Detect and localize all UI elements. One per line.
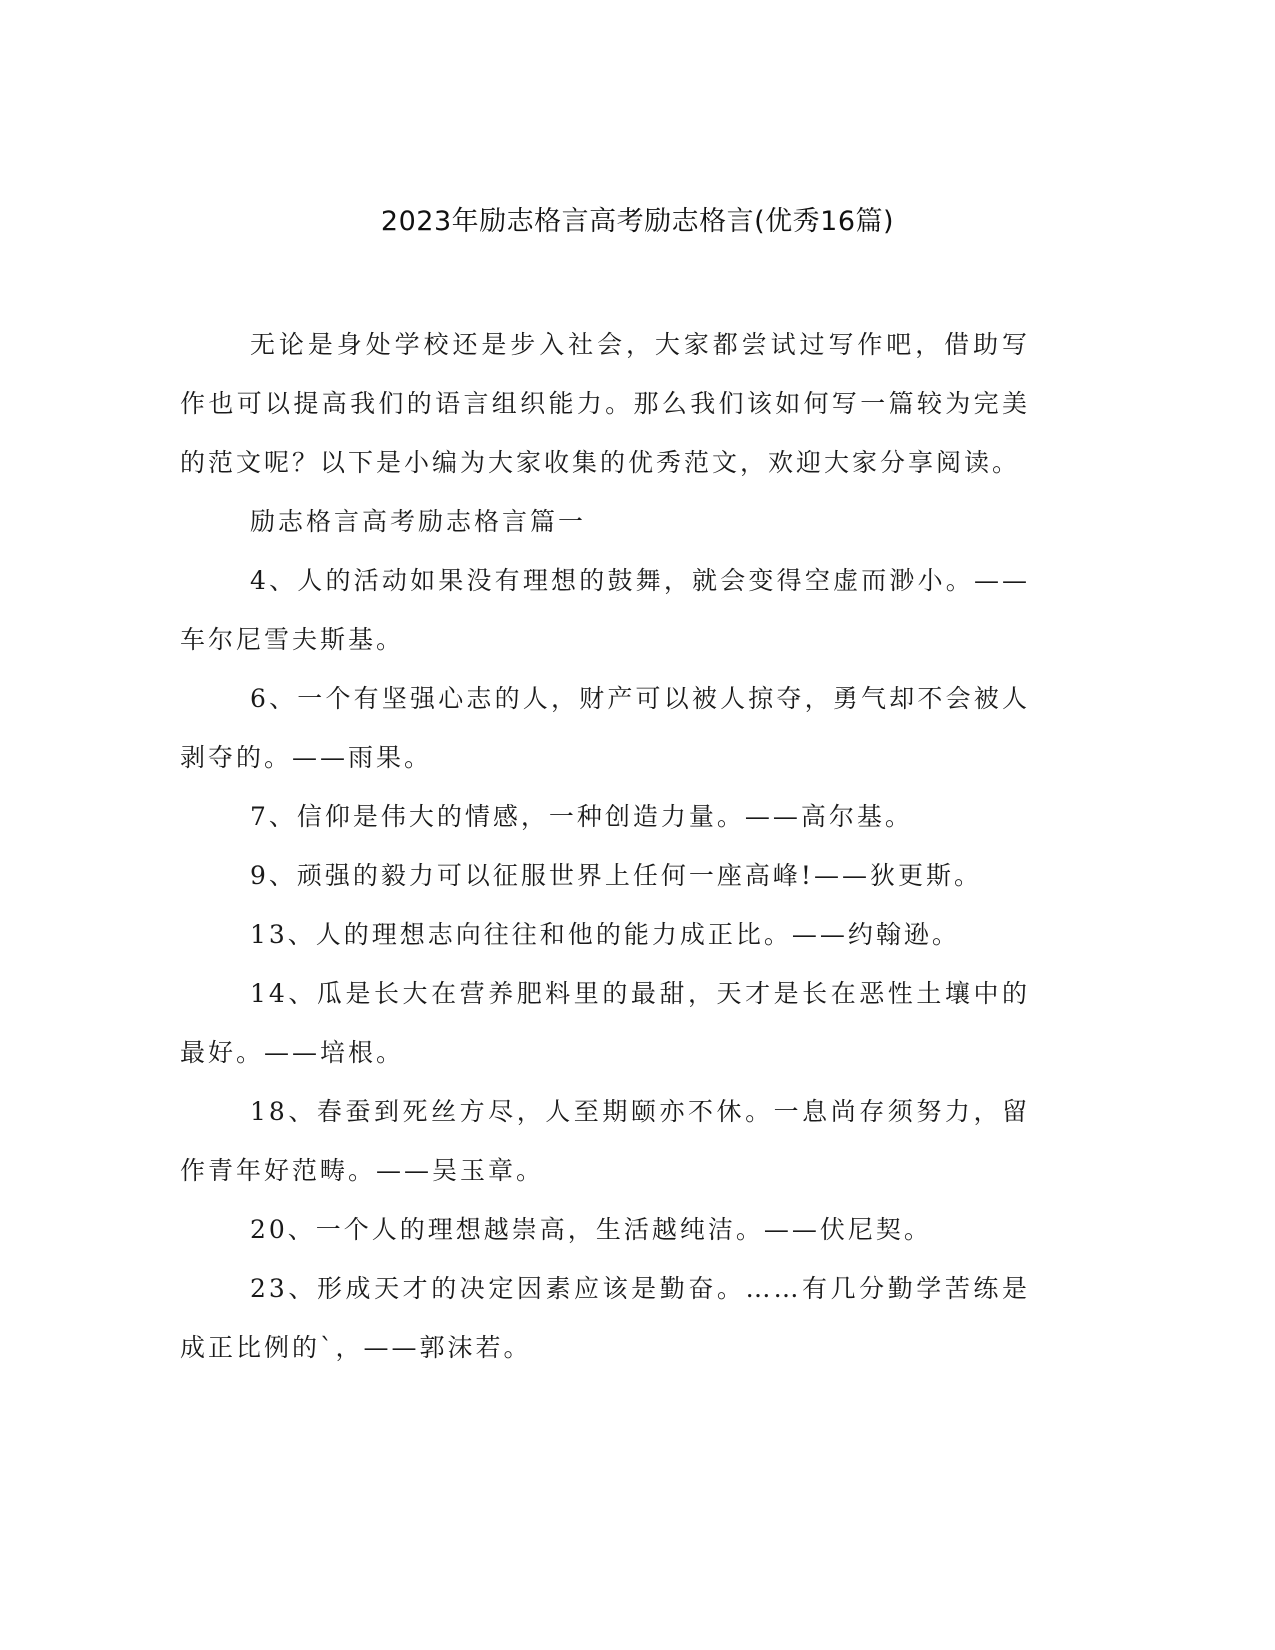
quote-paragraph: 13、人的理想志向往往和他的能力成正比。——约翰逊。 [250, 920, 960, 949]
quote-paragraph: 6、一个有坚强心志的人，财产可以被人掠夺，勇气却不会被人剥夺的。——雨果。 [180, 684, 1030, 772]
document-body [180, 315, 1030, 1377]
section-heading: 励志格言高考励志格言篇一 [250, 507, 587, 536]
quote-paragraph: 23、形成天才的决定因素应该是勤奋。……有几分勤学苦练是成正比例的`，——郭沫若。 [180, 1274, 1030, 1362]
quote-paragraph: 14、瓜是长大在营养肥料里的最甜，天才是长在恶性土壤中的最好。——培根。 [180, 979, 1030, 1067]
quote-paragraph: 7、信仰是伟大的情感，一种创造力量。——高尔基。 [250, 802, 913, 831]
quote-paragraph: 18、春蚕到死丝方尽，人至期颐亦不休。一息尚存须努力，留作青年好范畴。——吴玉章。 [180, 1097, 1030, 1185]
quote-paragraph: 4、人的活动如果没有理想的鼓舞，就会变得空虚而渺小。——车尔尼雪夫斯基。 [180, 566, 1030, 654]
quote-paragraph: 20、一个人的理想越崇高，生活越纯洁。——伏尼契。 [250, 1215, 932, 1244]
document-title: 2023年励志格言高考励志格言(优秀16篇) [380, 206, 895, 237]
quote-paragraph: 9、顽强的毅力可以征服世界上任何一座高峰!——狄更斯。 [250, 861, 982, 890]
intro-paragraph: 无论是身处学校还是步入社会，大家都尝试过写作吧，借助写作也可以提高我们的语言组织能力。那么我们该如何写一篇较为完美的范文呢？以下是小编为大家收集的优秀范文，欢迎大家分享阅读。 [180, 330, 1030, 477]
